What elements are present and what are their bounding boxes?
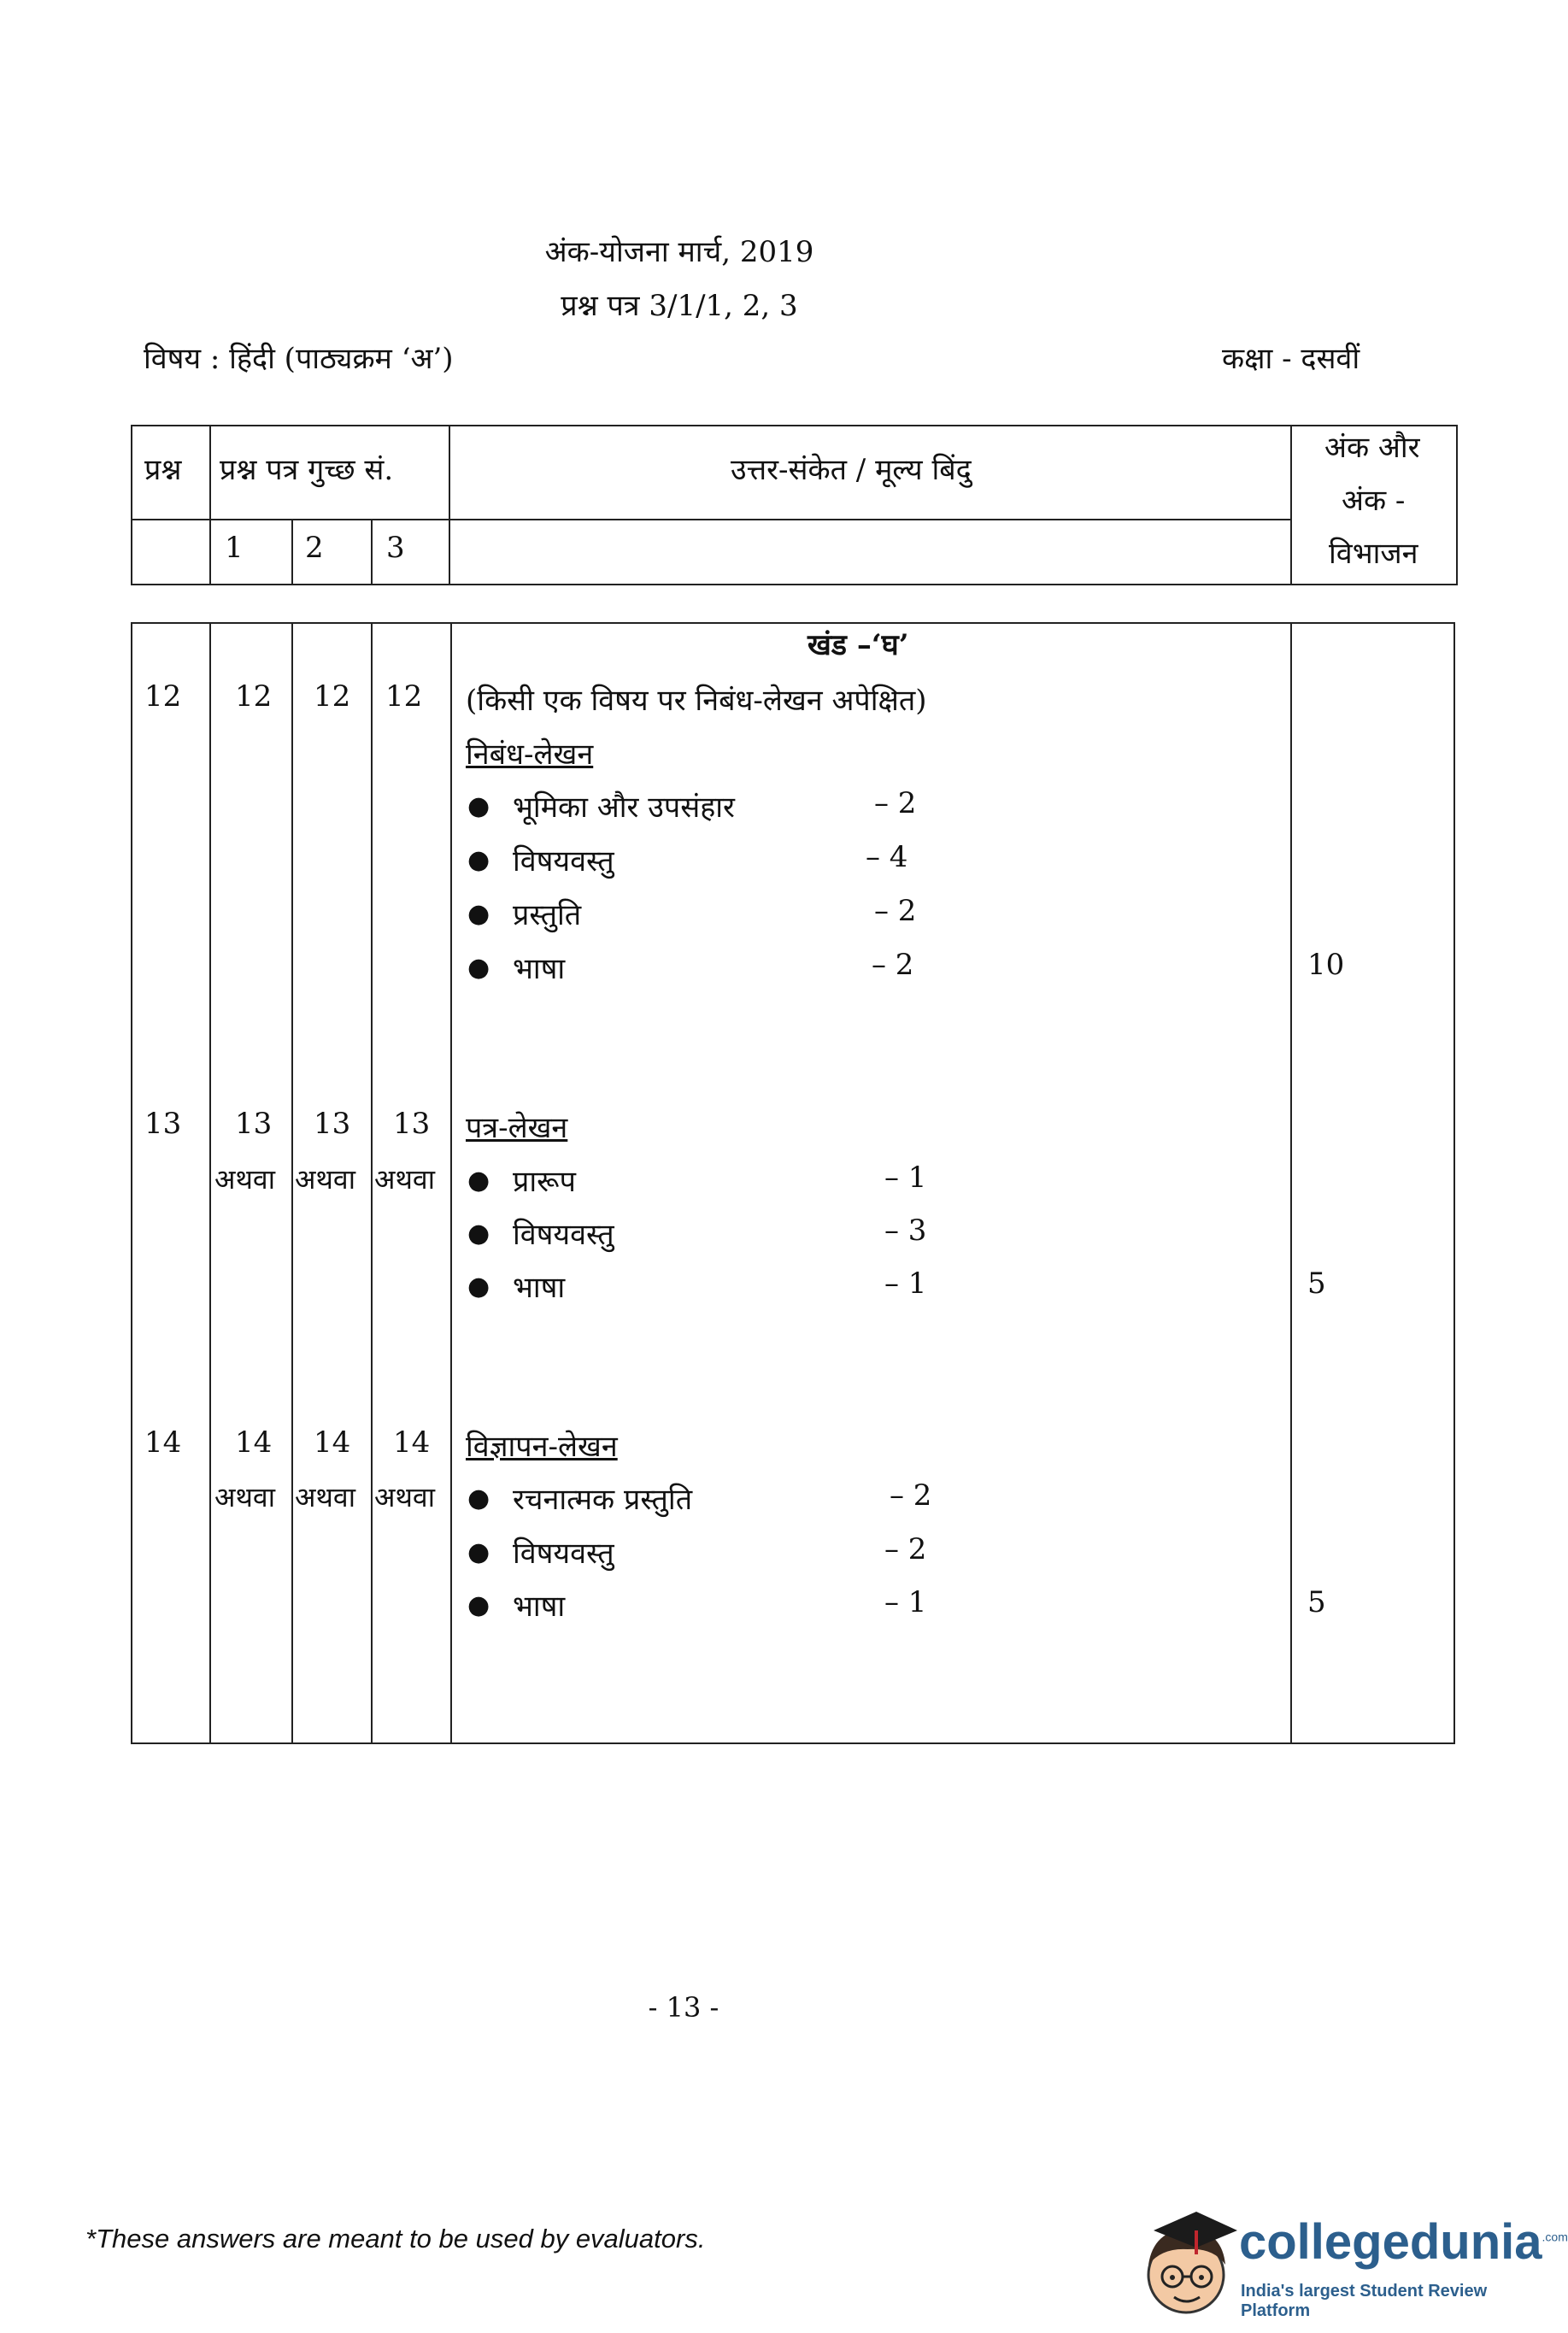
q14-item-label: भाषा xyxy=(513,1590,566,1624)
mascot-icon xyxy=(1136,2205,1239,2330)
bullet-icon: ● xyxy=(467,791,490,821)
q14-set3: 14 xyxy=(393,1425,431,1460)
q13-item-label: विषयवस्तु xyxy=(513,1218,614,1252)
bullet-icon: ● xyxy=(467,899,490,929)
q12-instruction: (किसी एक विषय पर निबंध-लेखन अपेक्षित) xyxy=(466,684,927,718)
q13-set3: 13 xyxy=(393,1107,431,1141)
q12-item-label: भाषा xyxy=(513,952,566,986)
q13-number: 13 xyxy=(144,1107,182,1141)
col-answer-hints: उत्तर-संकेत / मूल्य बिंदु xyxy=(731,453,972,487)
bullet-icon: ● xyxy=(467,1537,490,1567)
bullet-icon: ● xyxy=(467,1272,490,1302)
answer-table xyxy=(131,622,1455,1744)
q14-or-set1: अथवा xyxy=(214,1481,275,1513)
set-1: 1 xyxy=(225,531,244,565)
bullet-icon: ● xyxy=(467,845,490,875)
q12-number: 12 xyxy=(144,679,182,714)
q14-heading: विज्ञापन-लेखन xyxy=(466,1430,618,1464)
q12-set1: 12 xyxy=(235,679,273,714)
col-marks-line3: विभाजन xyxy=(1329,537,1418,571)
q13-item-marks: – 1 xyxy=(884,1266,927,1301)
col-marks-line2: अंक - xyxy=(1342,484,1406,518)
q13-heading: पत्र-लेखन xyxy=(466,1111,568,1145)
q13-item-label: भाषा xyxy=(513,1271,566,1305)
q13-set1: 13 xyxy=(235,1107,273,1141)
q13-set2: 13 xyxy=(314,1107,351,1141)
header-table xyxy=(131,425,1458,585)
bullet-icon: ● xyxy=(467,953,490,983)
q13-total-marks: 5 xyxy=(1307,1266,1326,1301)
brand-tagline: India's largest Student Review Platform xyxy=(1241,2282,1488,2320)
bullet-icon: ● xyxy=(467,1590,490,1620)
marking-scheme-title: अंक-योजना मार्च, 2019 xyxy=(544,235,814,269)
collegedunia-logo xyxy=(1136,2205,1568,2330)
q14-or-set2: अथवा xyxy=(295,1481,355,1513)
q13-or-set3: अथवा xyxy=(374,1163,435,1196)
q14-item-marks: – 1 xyxy=(884,1585,927,1619)
q12-set2: 12 xyxy=(314,679,351,714)
q12-item-marks: – 2 xyxy=(874,894,917,928)
brand-suffix: .com xyxy=(1542,2230,1568,2244)
section-title: खंड –‘घ’ xyxy=(807,628,909,662)
col-marks-line1: अंक और xyxy=(1324,431,1420,465)
q12-item-label: विषयवस्तु xyxy=(513,844,614,879)
col-set-number: प्रश्न पत्र गुच्छ सं. xyxy=(220,453,394,487)
q13-item-marks: – 1 xyxy=(884,1161,927,1195)
q12-total-marks: 10 xyxy=(1307,948,1345,982)
q12-item-marks: – 4 xyxy=(866,840,908,874)
q14-item-marks: – 2 xyxy=(890,1478,932,1513)
bullet-icon: ● xyxy=(467,1484,490,1513)
q12-heading: निबंध-लेखन xyxy=(466,738,594,772)
subject-label: विषय : हिंदी (पाठ्यक्रम ‘अ’) xyxy=(144,342,454,376)
q14-set2: 14 xyxy=(314,1425,351,1460)
set-2: 2 xyxy=(305,531,324,565)
bullet-icon: ● xyxy=(467,1219,490,1249)
q14-item-marks: – 2 xyxy=(884,1532,927,1566)
q14-item-label: विषयवस्तु xyxy=(513,1537,614,1571)
q13-or-set2: अथवा xyxy=(295,1163,355,1196)
q12-item-label: प्रस्तुति xyxy=(513,898,582,932)
bullet-icon: ● xyxy=(467,1166,490,1196)
q12-item-marks: – 2 xyxy=(872,948,914,982)
q12-set3: 12 xyxy=(385,679,423,714)
q14-or-set3: अथवा xyxy=(374,1481,435,1513)
q14-item-label: रचनात्मक प्रस्तुति xyxy=(513,1483,693,1517)
q12-item-label: भूमिका और उपसंहार xyxy=(513,790,735,825)
class-label: कक्षा - दसवीं xyxy=(1222,342,1360,376)
page-number: - 13 - xyxy=(648,1991,719,2024)
q13-item-marks: – 3 xyxy=(884,1214,927,1248)
evaluator-note: *These answers are meant to be used by evaluators. xyxy=(85,2224,706,2254)
q14-total-marks: 5 xyxy=(1307,1585,1326,1619)
q14-number: 14 xyxy=(144,1425,182,1460)
set-3: 3 xyxy=(386,531,405,565)
q13-item-label: प्रारूप xyxy=(513,1165,576,1199)
q14-set1: 14 xyxy=(235,1425,273,1460)
question-paper-code: प्रश्न पत्र 3/1/1, 2, 3 xyxy=(561,289,798,323)
col-question: प्रश्न xyxy=(144,453,182,487)
brand-name: collegedunia$^{.com}$ xyxy=(1239,2214,1568,2270)
q12-item-marks: – 2 xyxy=(874,786,917,820)
q13-or-set1: अथवा xyxy=(214,1163,275,1196)
